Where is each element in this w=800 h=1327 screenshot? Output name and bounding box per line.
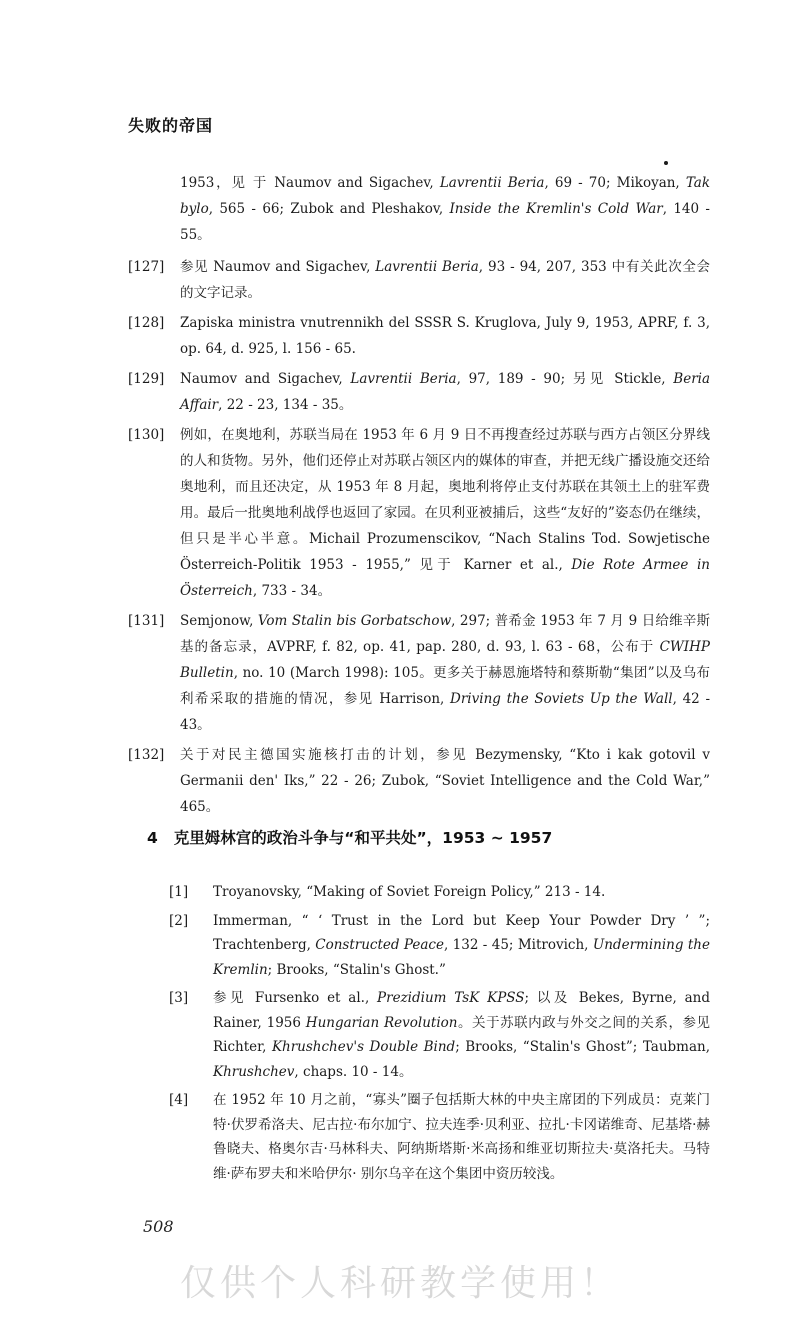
section-heading	[147, 826, 552, 848]
endnote-number: [4]	[169, 1092, 189, 1108]
endnote-1	[169, 880, 710, 905]
endnote-text	[213, 884, 605, 900]
endnote-text	[213, 1092, 710, 1182]
cited-title: Hungarian Revolution	[305, 1014, 458, 1031]
cited-title: Driving the Soviets Up the Wall	[450, 691, 673, 707]
endnote-3	[169, 986, 711, 1084]
endnote-text	[180, 175, 710, 243]
cited-title: Lavrentii Beria	[375, 259, 479, 275]
cited-title: Prezidium TsK KPSS	[377, 990, 525, 1006]
section-title-text: 克里姆林宫的政治斗争与“和平共处”，1953 ~ 1957	[173, 829, 553, 847]
cited-title: CWIHP Bulletin	[180, 639, 710, 681]
note-text-run: Semjonow,	[180, 613, 258, 629]
note-text-run: 关于对民主德国实施核打击的计划，参见 Bezymensky, “Kto i kak gotovil v Germanii den' Iks,” 22 - 26; Zubok, “Soviet Intelligence and the Cold War,” 465。	[180, 747, 710, 815]
cited-title: Constructed Peace	[315, 937, 444, 953]
note-text-run: , 93 - 94, 207, 353 中有关此次全会的文字记录。	[180, 259, 710, 301]
endnote-text	[180, 747, 710, 815]
note-text-run: 参见 Naumov and Sigachev,	[180, 259, 376, 275]
note-text-run: Zapiska ministra vnutrennikh del SSSR S. Kruglova, July 9, 1953, APRF, f. 3, op. 64, d. 925, l. 156 - 65.	[180, 315, 710, 357]
page-number: 508	[143, 1217, 174, 1236]
note-text-run: Troyanovsky, “Making of Soviet Foreign Policy,” 213 - 14.	[213, 884, 606, 900]
note-text-run: ; Brooks, “Stalin's Ghost.”	[267, 961, 446, 978]
cited-title: Lavrentii Beria	[350, 371, 457, 387]
endnote-number: [129]	[128, 371, 165, 387]
note-text-run: , 22 - 23, 134 - 35。	[218, 397, 353, 413]
endnote-number: [128]	[128, 315, 165, 331]
endnote-text	[213, 913, 710, 978]
note-text-run: , chaps. 10 - 14。	[294, 1063, 413, 1080]
endnote-text	[180, 371, 710, 413]
endnote-number: [131]	[128, 613, 165, 629]
note-text-run: 。关于苏联内政与外交之间的关系，参见 Richter,	[213, 1014, 711, 1055]
endnote-130	[128, 422, 710, 604]
endnotes-chapter-3	[128, 170, 711, 824]
endnote-text	[180, 259, 710, 301]
cited-title: Khrushchev	[213, 1063, 295, 1080]
endnote-128	[128, 310, 710, 362]
note-text-run: , 140 - 55。	[180, 201, 710, 243]
note-text-run: , 69 - 70; Mikoyan,	[544, 175, 686, 191]
note-text-run: 在 1952 年 10 月之前，“寡头”圈子包括斯大林的中央主席团的下列成员：克莱门特·伏罗希洛夫、尼古拉·布尔加宁、拉夫连季·贝利亚、拉扎·卡冈诺维奇、尼基塔·赫鲁晓夫、格奥尔吉·马林科夫、阿纳斯塔斯·米高扬和维亚切斯拉夫·莫洛托夫。马特维·萨布罗夫和米哈伊尔· 别尔乌辛在这个集团中资历较浅。	[213, 1092, 710, 1182]
note-text-run: , 132 - 45; Mitrovich,	[443, 937, 593, 953]
watermark: 仅供个人科研教学使用！	[179, 1263, 620, 1304]
note-text-run: , 733 - 34。	[252, 583, 332, 599]
cited-title: Vom Stalin bis Gorbatschow	[257, 613, 452, 629]
endnote-number: [1]	[169, 884, 189, 900]
endnote-131	[128, 608, 711, 738]
note-text-run: ; Brooks, “Stalin's Ghost”; Taubman,	[455, 1039, 710, 1055]
note-text-run: ; 以及 Bekes, Byrne, and Rainer, 1956	[213, 990, 711, 1031]
note-text-run: , no. 10 (March 1998): 105。更多关于赫恩施塔特和蔡斯勒“集团”以及乌布利希采取的措施的情况，参见 Harrison,	[180, 665, 710, 707]
cited-title: Die Rote Armee in Österreich	[180, 557, 710, 599]
endnote-129	[128, 366, 711, 418]
note-text-run: , 565 - 66; Zubok and Pleshakov,	[208, 201, 450, 217]
endnote-number: [132]	[128, 747, 165, 763]
endnote-4	[169, 1088, 710, 1186]
endnote-126-continued	[180, 170, 710, 248]
endnote-132	[128, 742, 710, 820]
cited-title: Beria Affair	[180, 371, 711, 413]
running-head: 失败的帝国	[128, 116, 214, 135]
endnote-text	[180, 427, 710, 599]
endnote-2	[169, 909, 710, 983]
cited-title: Lavrentii Beria	[439, 175, 545, 191]
note-text-run: , 297; 普希金 1953 年 7 月 9 日给维辛斯基的备忘录，AVPRF, f. 82, op. 41, pap. 280, d. 93, l. 63 - 68，公布于	[180, 613, 710, 655]
endnote-127	[128, 254, 710, 306]
endnote-text	[213, 990, 710, 1080]
note-text-run: , 97, 189 - 90; 另见 Stickle,	[456, 371, 674, 387]
endnote-text	[180, 613, 710, 733]
cited-title: Inside the Kremlin's Cold War	[449, 201, 663, 217]
note-text-run: 参见 Fursenko et al.,	[213, 990, 378, 1006]
endnote-number: [3]	[169, 990, 189, 1006]
note-text-run: 例如，在奥地利，苏联当局在 1953 年 6 月 9 日不再搜查经过苏联与西方占领区分界线的人和货物。另外，他们还停止对苏联占领区内的媒体的审查，并把无线广播设施交还给奥地利，而且还决定，从 1953 年 8 月起，奥地利将停止支付苏联在其领土上的驻军费用。最后一批奥地利战俘也返回了家园。在贝利亚被捕后，这些“友好的”姿态仍在继续，但只是半心半意。Michail Prozumenscikov, “Nach Stalins Tod. Sowjetische Österreich-Politik 1953 - 1955,” 见于 Karner et al.,	[180, 427, 710, 573]
note-text-run: Immerman, “ ‘ Trust in the Lord but Keep Your Powder Dry ’ ”; Trachtenberg,	[213, 912, 710, 953]
cited-title: Tak bylo	[180, 175, 711, 217]
endnote-text	[180, 315, 710, 357]
note-text-run: 1953，见 于 Naumov and Sigachev,	[180, 175, 440, 191]
endnote-number: [2]	[169, 912, 189, 929]
endnotes-chapter-4	[169, 880, 711, 1190]
note-text-run: Naumov and Sigachev,	[180, 371, 351, 387]
note-text-run: , 42 - 43。	[180, 691, 711, 733]
endnote-number: [127]	[128, 259, 165, 275]
section-number: 4	[147, 829, 158, 847]
endnote-number: [130]	[128, 427, 165, 443]
ink-speck	[664, 161, 668, 165]
cited-title: Khrushchev's Double Bind	[271, 1039, 456, 1055]
cited-title: Undermining the Kremlin	[213, 937, 710, 978]
